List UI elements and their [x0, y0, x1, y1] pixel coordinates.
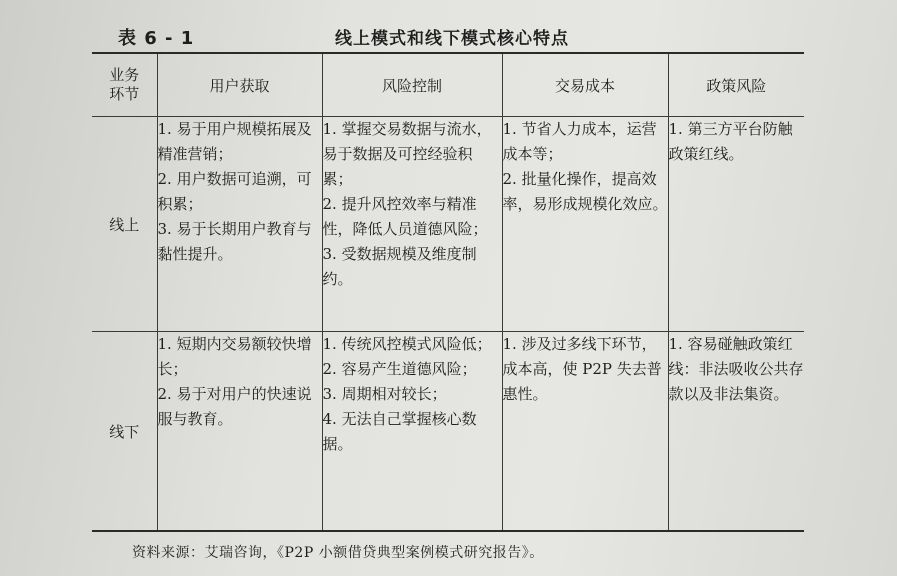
cell-online-policy-risk: [668, 117, 804, 332]
list-item: 1. 掌握交易数据与流水，易于数据及可控经验积累；: [322, 120, 492, 188]
cell-offline-risk-control: [322, 332, 502, 532]
list-item: 1. 短期内交易额较快增长；: [157, 335, 312, 378]
corner-header-line: 业务: [109, 66, 140, 84]
list-item: 4. 无法自己掌握核心数据。: [322, 410, 477, 453]
list-item: 2. 提升风控效率与精准性，降低人员道德风险；: [322, 195, 488, 238]
corner-header-line: 环节: [109, 85, 140, 103]
list-item: 1. 节省人力成本，运营成本等；: [502, 120, 657, 163]
list-item: 1. 易于用户规模拓展及精准营销；: [157, 120, 312, 163]
table-number: 表 6 - 1: [118, 28, 195, 49]
feature-table: [92, 52, 804, 532]
cell-offline-transaction-cost: [502, 332, 668, 532]
list-item: 2. 易于对用户的快速说服与教育。: [157, 385, 312, 428]
column-header-risk-control: 风险控制: [322, 53, 502, 117]
row-label-offline: 线下: [92, 332, 157, 532]
cell-online-risk-control: [322, 117, 502, 332]
list-item: 2. 批量化操作，提高效率，易形成规模化效应。: [502, 170, 668, 213]
cell-online-transaction-cost: [502, 117, 668, 332]
row-label-online: 线上: [92, 117, 157, 332]
cell-online-user-acquisition: [157, 117, 322, 332]
header-row: [92, 53, 804, 117]
list-item: 3. 易于长期用户教育与黏性提升。: [157, 220, 312, 263]
list-item: 1. 涉及过多线下环节，成本高，使 P2P 失去普惠性。: [502, 335, 662, 403]
table-row-online: [92, 117, 804, 332]
list-item: 1. 传统风控模式风险低；: [322, 335, 492, 353]
column-header-transaction-cost: 交易成本: [502, 53, 668, 117]
table-title: 线上模式和线下模式核心特点: [335, 29, 569, 49]
source-note: 资料来源：艾瑞咨询，《P2P 小额借贷典型案例模式研究报告》。: [132, 545, 544, 561]
list-item: 1. 容易碰触政策红线：非法吸收公共存款以及非法集资。: [668, 335, 804, 403]
list-item: 1. 第三方平台防触政策红线。: [668, 120, 793, 163]
list-item: 3. 周期相对较长；: [322, 385, 447, 403]
list-item: 3. 受数据规模及维度制约。: [322, 245, 477, 288]
corner-header: [92, 53, 157, 117]
list-item: 2. 容易产生道德风险；: [322, 360, 477, 378]
list-item: 2. 用户数据可追溯，可积累；: [157, 170, 312, 213]
cell-offline-policy-risk: [668, 332, 804, 532]
column-header-policy-risk: 政策风险: [668, 53, 804, 117]
column-header-user-acquisition: 用户获取: [157, 53, 322, 117]
table-row-offline: [92, 332, 804, 532]
cell-offline-user-acquisition: [157, 332, 322, 532]
